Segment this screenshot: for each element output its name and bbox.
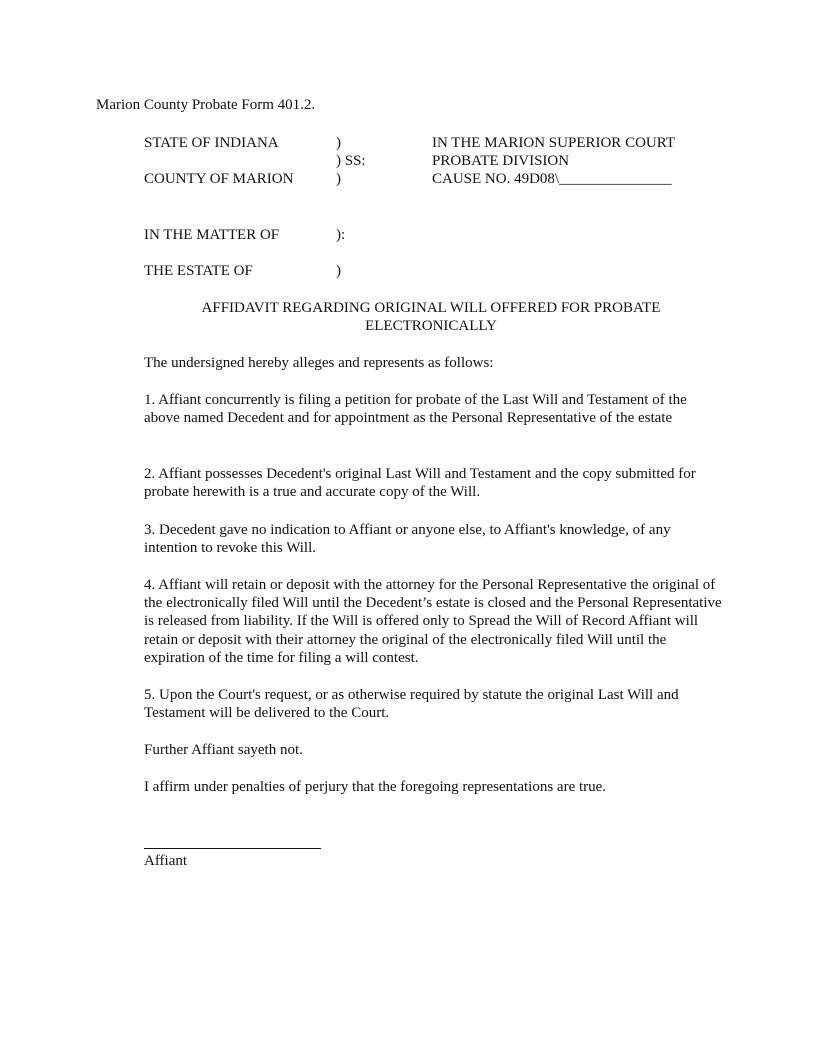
case-caption xyxy=(144,134,724,194)
state-label: STATE OF INDIANA xyxy=(144,135,279,151)
cause-number: CAUSE NO. 49D08\_______________ xyxy=(432,171,672,187)
court-name: IN THE MARION SUPERIOR COURT xyxy=(432,135,676,151)
document-title xyxy=(144,299,718,335)
signature-label: Affiant xyxy=(144,853,188,869)
intro-text: The undersigned hereby alleges and represents as follows: xyxy=(144,355,494,371)
county-label: COUNTY OF MARION xyxy=(144,171,294,187)
court-division: PROBATE DIVISION xyxy=(432,153,570,169)
paragraph-5: 5. Upon the Court's request, or as otherwise required by statute the original Last Will and Testament will be delivered to the Court. xyxy=(144,687,679,722)
paragraph-4: 4. Affiant will retain or deposit with the attorney for the Personal Representative the original of the electronically filed Will until the Decedent’s estate is closed and the Personal Representative is released from liability. If the Will is offered only to Spread the Will of Record Affiant will retain or deposit with their attorney the original of the electronically filed Will until the expiration of the time for filing a will contest. xyxy=(144,577,722,666)
paragraph-3: 3. Decedent gave no indication to Affiant or anyone else, to Affiant's knowledge, of any intention to revoke this Will. xyxy=(144,522,671,557)
estate-paren: ) xyxy=(336,263,341,279)
paragraph-2: 2. Affiant possesses Decedent's original Last Will and Testament and the copy submitted for probate herewith is a true and accurate copy of the Will. xyxy=(144,466,696,501)
ss-marker: ) SS: xyxy=(336,153,366,169)
title-line-1: AFFIDAVIT REGARDING ORIGINAL WILL OFFERED FOR PROBATE xyxy=(201,300,661,316)
caption-paren: ) xyxy=(336,135,341,151)
signature-line[interactable] xyxy=(144,848,321,849)
estate-row xyxy=(144,262,644,280)
estate-label: THE ESTATE OF xyxy=(144,263,253,279)
matter-row xyxy=(144,226,644,244)
paragraph-1: 1. Affiant concurrently is filing a petition for probate of the Last Will and Testament of the above named Decedent and for appointment as the Personal Representative of the estate xyxy=(144,392,687,427)
matter-paren: ): xyxy=(336,227,346,243)
affirmation-statement: I affirm under penalties of perjury that the foregoing representations are true. xyxy=(144,779,607,795)
title-line-2: ELECTRONICALLY xyxy=(365,318,497,334)
form-identifier: Marion County Probate Form 401.2. xyxy=(96,97,316,113)
caption-paren: ) xyxy=(336,171,341,187)
further-statement: Further Affiant sayeth not. xyxy=(144,742,303,758)
matter-label: IN THE MATTER OF xyxy=(144,227,280,243)
